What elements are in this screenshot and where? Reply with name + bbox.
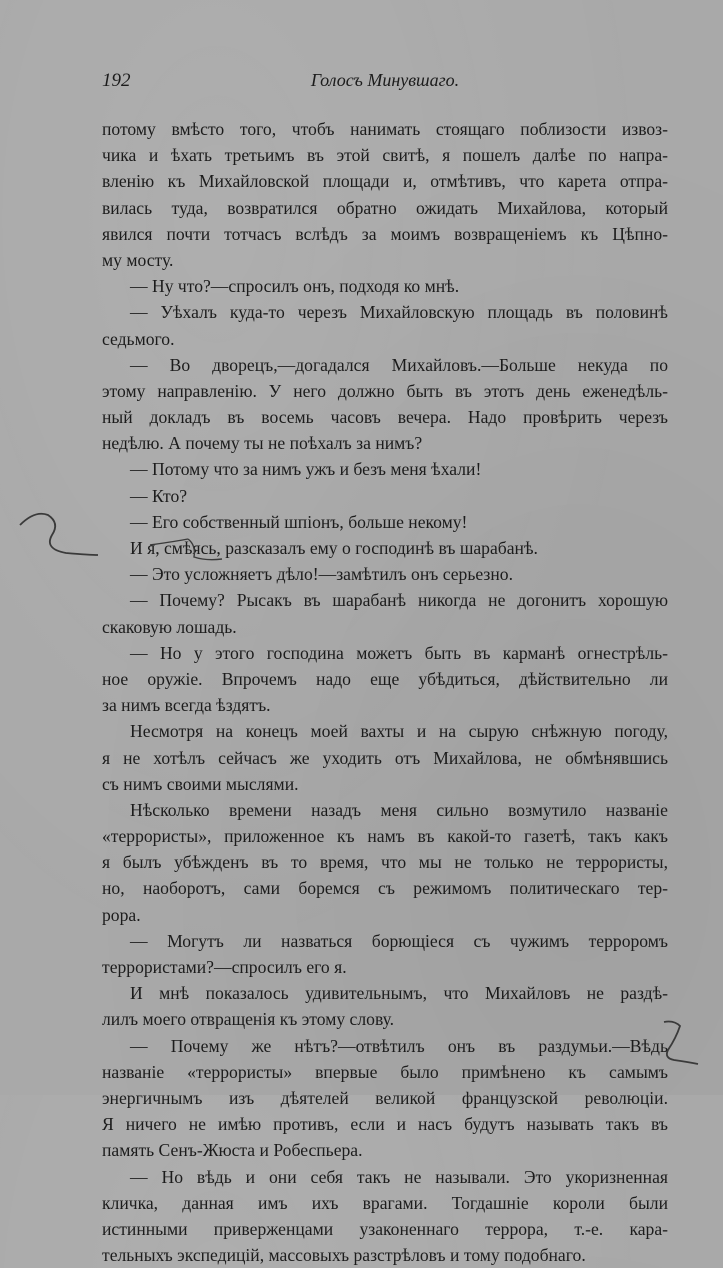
page-number: 192 [102,70,131,91]
text-line: энергичнымъ изъ дѣятелей великой французской революцiи. [102,1087,668,1108]
text-line: я не хотѣлъ сейчасъ же уходить отъ Михайлова, не обмѣнявшись [102,747,668,768]
text-line: вленiю къ Михайловской площади и, отмѣтивъ, что карета отпра- [102,171,668,192]
text-line: съ нимъ своими мыслями. [102,773,299,794]
text-line: кличка, данная имъ ихъ врагами. Тогдашнiе короли были [102,1192,668,1213]
text-line: Я ничего не имѣю противъ, если и насъ будутъ называть такъ въ [102,1114,668,1135]
text-line: названiе «террористы» впервые было примѣнено къ самымъ [102,1061,668,1082]
text-line: за нимъ всегда ѣздятъ. [102,695,271,716]
text-line: потому вмѣсто того, чтобъ нанимать стоящаго поблизости извоз- [102,119,668,139]
text-line: «террористы», приложенное къ намъ въ какой-то газетѣ, такъ какъ [102,826,668,847]
text-line: Несмотря на конецъ моей вахты и на сырую снѣжную погоду, [130,721,668,742]
text-line: тельныхъ экспедицiй, массовыхъ разстрѣловъ и тому подобнаго. [102,1245,586,1266]
body-text [102,116,668,1268]
text-line: но, наоборотъ, сами боремся съ режимомъ политическаго тер- [102,878,668,899]
running-title: Голосъ Минувшаго. [310,70,460,90]
text-line: память Сенъ-Жюста и Робеспьера. [102,1140,363,1161]
pencil-mark-right-icon [660,1018,710,1073]
text-line: чика и ѣхать третьимъ въ этой свитѣ, я пошелъ далѣе по напра- [102,145,668,166]
text-line: вилась туда, возвратился обратно ожидать Михайлова, который [102,197,668,218]
text-line: — Почему? Рысакъ въ шарабанѣ никогда не догонитъ хорошую [130,590,668,611]
text-line: ный докладъ въ восемь часовъ вечера. Надо провѣрить черезъ [102,407,668,428]
text-line: — Но у этого господина можетъ быть въ карманѣ огнестрѣль- [130,642,668,663]
text-line: я былъ убѣжденъ въ то время, что мы не только не террористы, [102,852,668,873]
text-line: скаковую лошадь. [102,616,237,637]
text-line: истинными приверженцами узаконеннаго террора, т.-е. кара- [102,1218,668,1239]
text-line: — Но вѣдь и они себя такъ не называли. Это укоризненная [130,1166,668,1187]
text-line: — Потому что за нимъ ужъ и безъ меня ѣхали! [130,459,482,480]
page-header [102,70,668,96]
text-line: И мнѣ показалось удивительнымъ, что Михайловъ не раздѣ- [130,983,668,1004]
text-line: — Его собственный шпiонъ, больше некому! [130,511,468,532]
text-line: — Ну что?—спросилъ онъ, подходя ко мнѣ. [130,276,460,297]
text-line: недѣлю. А почему ты не поѣхалъ за нимъ? [102,433,423,454]
text-line: — Во дворецъ,—догадался Михайловъ.—Больше некуда по [130,354,668,375]
text-line: И я, смѣясь, разсказалъ ему о господинѣ въ шарабанѣ. [130,538,538,558]
text-line: рора. [102,904,141,925]
text-line: — Почему же нѣтъ?—отвѣтилъ онъ въ раздумьи.—Вѣдь [130,1035,668,1056]
text-line: му мосту. [102,249,174,270]
text-line: — Кто? [130,485,188,506]
text-line: седьмого. [102,328,175,349]
text-line: явился почти тотчасъ вслѣдъ за моимъ возвращенiемъ къ Цѣпно- [102,223,668,244]
text-line: — Могутъ ли назваться борющiеся съ чужимъ терроромъ [130,930,668,951]
text-line: ное оружiе. Впрочемъ надо еще убѣдиться, дѣйствительно ли [102,668,668,689]
text-line: террористами?—спросилъ его я. [102,957,347,977]
text-line: — Это усложняетъ дѣло!—замѣтилъ онъ серьезно. [130,564,513,585]
pencil-mark-left-icon [10,505,260,565]
text-line: этому направленiю. У него должно быть въ этотъ день еженедѣль- [102,380,668,401]
text-line: — Уѣхалъ куда-то черезъ Михайловскую площадь въ половинѣ [130,302,668,323]
text-line: Нѣсколько времени назадъ меня сильно возмутило названiе [130,799,668,820]
text-line: лилъ моего отвращенiя къ этому слову. [102,1009,395,1030]
